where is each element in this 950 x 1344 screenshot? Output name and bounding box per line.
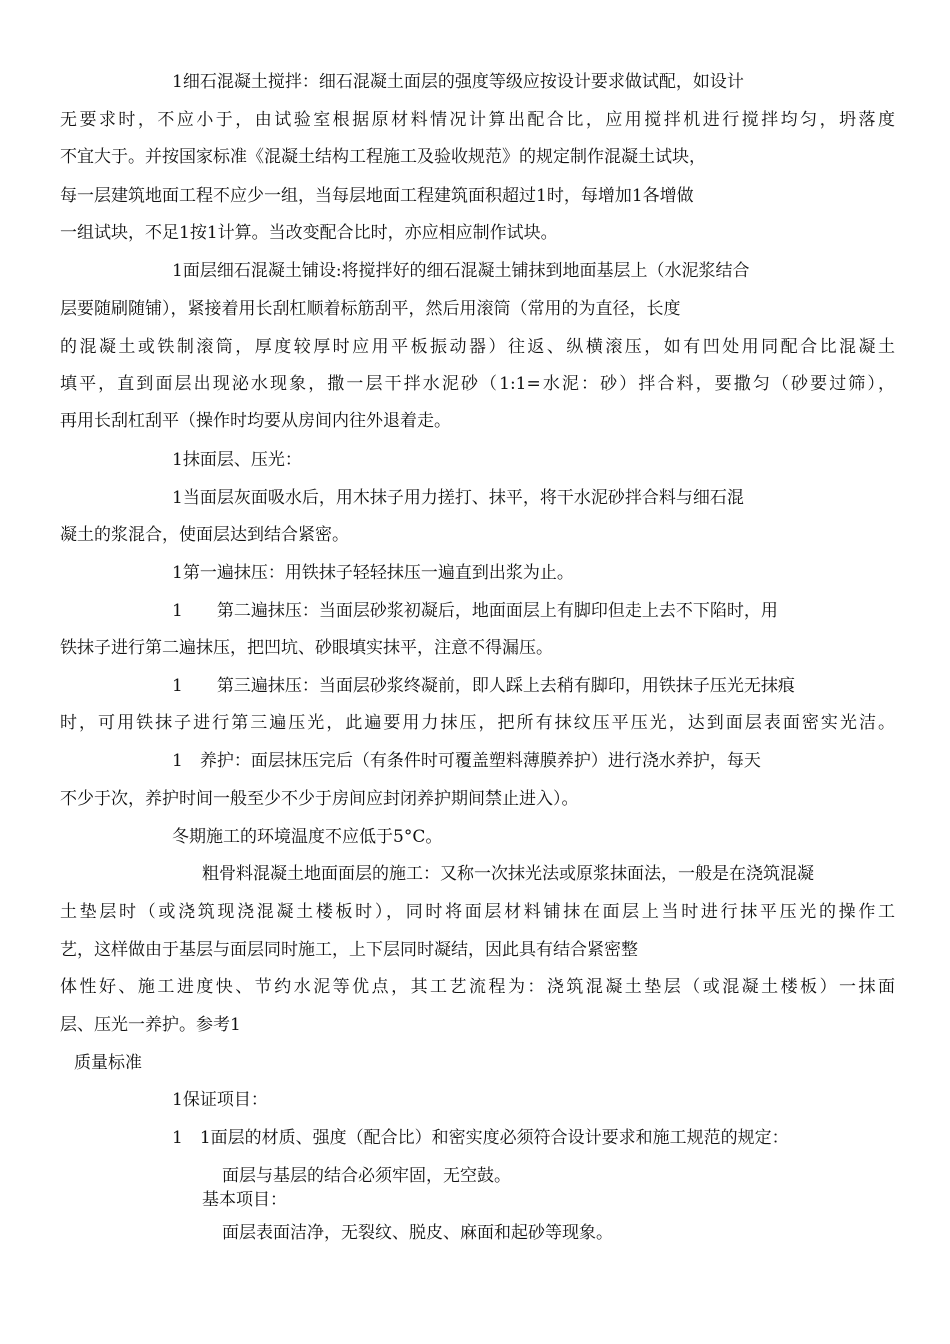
text-line: 艺，这样做由于基层与面层同时施工，上下层同时凝结，因此具有结合紧密整 — [60, 940, 638, 960]
text-line: 1 第三遍抹压：当面层砂浆终凝前，即人踩上去稍有脚印，用铁抹子压光无抹痕 — [172, 676, 795, 696]
text-line: 不少于次，养护时间一般至少不少于房间应封闭养护期间禁止进入）。 — [60, 789, 579, 809]
text-line: 1 第二遍抹压：当面层砂浆初凝后，地面面层上有脚印但走上去不下陷时，用 — [172, 601, 778, 621]
text-line: 1 1面层的材质、强度（配合比）和密实度必须符合设计要求和施工规范的规定： — [172, 1128, 789, 1148]
text-line: 每一层建筑地面工程不应少一组，当每层地面工程建筑面积超过1时，每增加1各增做 — [60, 186, 694, 206]
text-line: 粗骨料混凝土地面面层的施工：又称一次抹光法或原浆抹面法，一般是在浇筑混凝 — [202, 864, 814, 884]
section-heading: 质量标准 — [74, 1053, 142, 1073]
text-line: 的混凝土或铁制滚筒，厚度较厚时应用平板振动器）往返、纵横滚压，如有凹处用同配合比混凝土 — [60, 337, 895, 357]
text-line: 铁抹子进行第二遍抹压，把凹坑、砂眼填实抹平，注意不得漏压。 — [60, 638, 553, 658]
text-line: 1细石混凝土搅拌：细石混凝土面层的强度等级应按设计要求做试配，如设计 — [172, 72, 744, 92]
text-line: 凝土的浆混合，使面层达到结合紧密。 — [60, 525, 349, 545]
text-line: 面层与基层的结合必须牢固，无空鼓。 — [222, 1166, 511, 1186]
text-line: 1当面层灰面吸水后，用木抹子用力搓打、抹平，将干水泥砂拌合料与细石混 — [172, 488, 744, 508]
text-line: 时，可用铁抹子进行第三遍压光，此遍要用力抹压，把所有抹纹压平压光，达到面层表面密实光洁。 — [60, 713, 895, 733]
text-line: 无要求时，不应小于，由试验室根据原材料情况计算出配合比，应用搅拌机进行搅拌均匀，坍落度 — [60, 110, 895, 130]
text-line: 1 养护：面层抹压完后（有条件时可覆盖塑料薄膜养护）进行浇水养护，每天 — [172, 751, 761, 771]
text-line: 1保证项目： — [172, 1090, 268, 1110]
text-line: 不宜大于。并按国家标准《混凝土结构工程施工及验收规范》的规定制作混凝土试块， — [60, 147, 706, 167]
text-line: 土垫层时（或浇筑现浇混凝土楼板时），同时将面层材料铺抹在面层上当时进行抹平压光的操作工 — [60, 902, 895, 922]
text-line: 1面层细石混凝土铺设:将搅拌好的细石混凝土铺抹到地面基层上（水泥浆结合 — [172, 261, 750, 281]
text-line: 层、压光一养护。参考1 — [60, 1015, 241, 1035]
text-line: 填平，直到面层出现泌水现象，撒一层干拌水泥砂（1:1=水泥：砂）拌合料，要撒匀（砂要过筛）， — [60, 374, 895, 394]
text-line: 冬期施工的环境温度不应低于5°C。 — [172, 827, 443, 847]
text-line: 1第一遍抹压：用铁抹子轻轻抹压一遍直到出浆为止。 — [172, 563, 574, 583]
text-line: 再用长刮杠刮平（操作时均要从房间内往外退着走。 — [60, 411, 451, 431]
text-line: 层要随刷随铺），紧接着用长刮杠顺着标筋刮平，然后用滚筒（常用的为直径，长度 — [60, 299, 681, 319]
text-line: 基本项目： — [202, 1190, 287, 1210]
text-line: 一组试块，不足1按1计算。当改变配合比时，亦应相应制作试块。 — [60, 223, 558, 243]
text-line: 1抹面层、压光： — [172, 450, 302, 470]
text-line: 面层表面洁净，无裂纹、脱皮、麻面和起砂等现象。 — [222, 1223, 613, 1243]
text-line: 体性好、施工进度快、节约水泥等优点，其工艺流程为：浇筑混凝土垫层（或混凝土楼板）一抹面 — [60, 977, 895, 997]
